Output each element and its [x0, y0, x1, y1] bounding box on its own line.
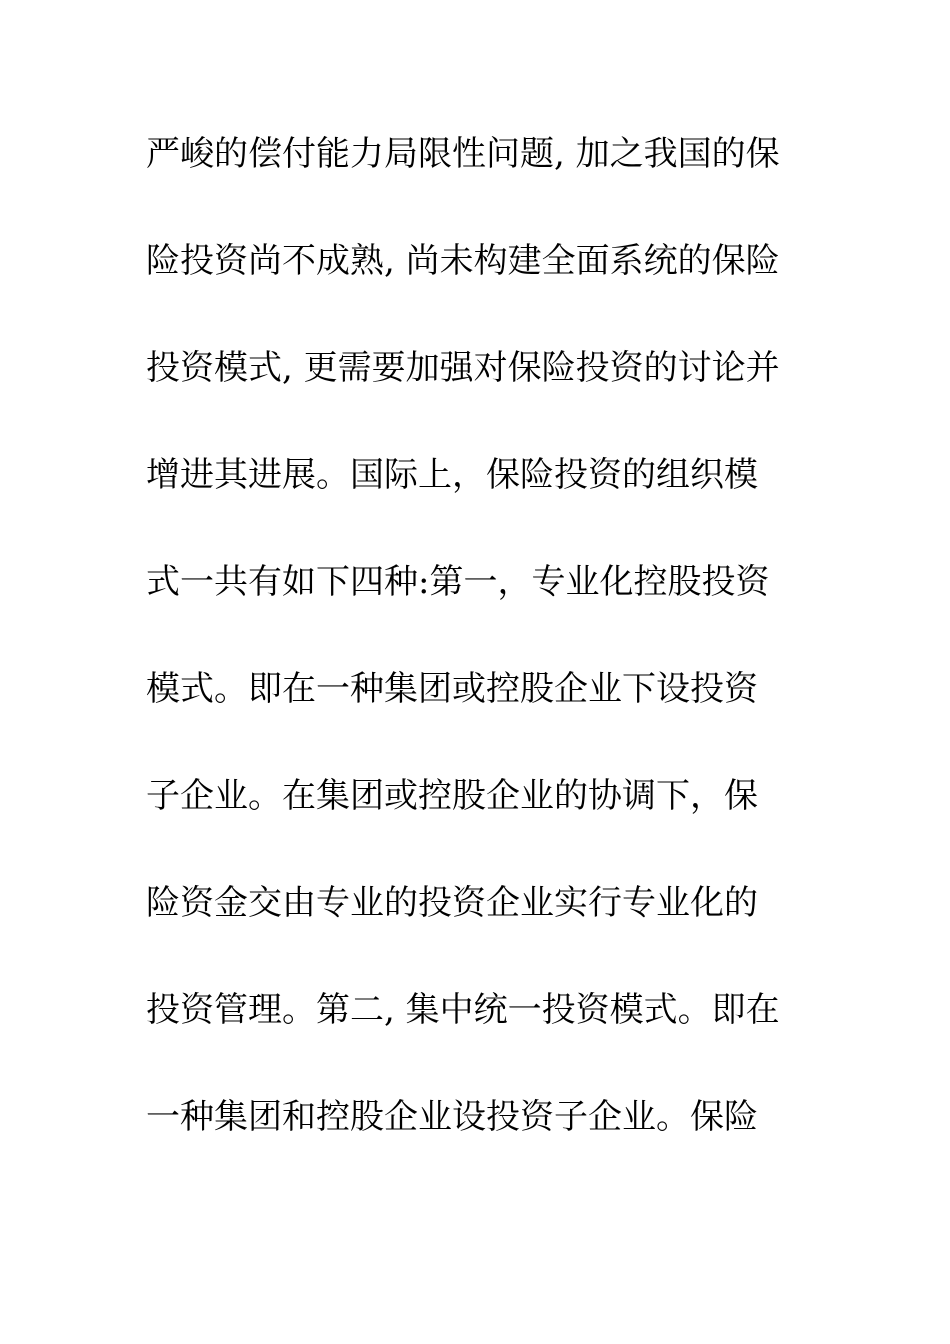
text-line: 模式。即在一种集团或控股企业下设投资: [146, 669, 758, 709]
text-line: 子企业。在集团或控股企业的协调下，保: [146, 776, 758, 816]
text-line: 投资模式, 更需要加强对保险投资的讨论并: [146, 348, 780, 388]
text-line: 式一共有如下四种:第一，专业化控股投资: [146, 562, 770, 602]
text-line: 险投资尚不成熟, 尚未构建全面系统的保险: [146, 241, 780, 281]
text-line: 增进其进展。国际上，保险投资的组织模: [146, 455, 758, 495]
body-text: [146, 122, 806, 1192]
text-line: 险资金交由专业的投资企业实行专业化的: [146, 883, 758, 923]
text-line: 一种集团和控股企业设投资子企业。保险: [146, 1097, 758, 1137]
text-line: 投资管理。第二, 集中统一投资模式。即在: [146, 990, 780, 1030]
text-line: 严峻的偿付能力局限性问题, 加之我国的保: [146, 134, 780, 174]
